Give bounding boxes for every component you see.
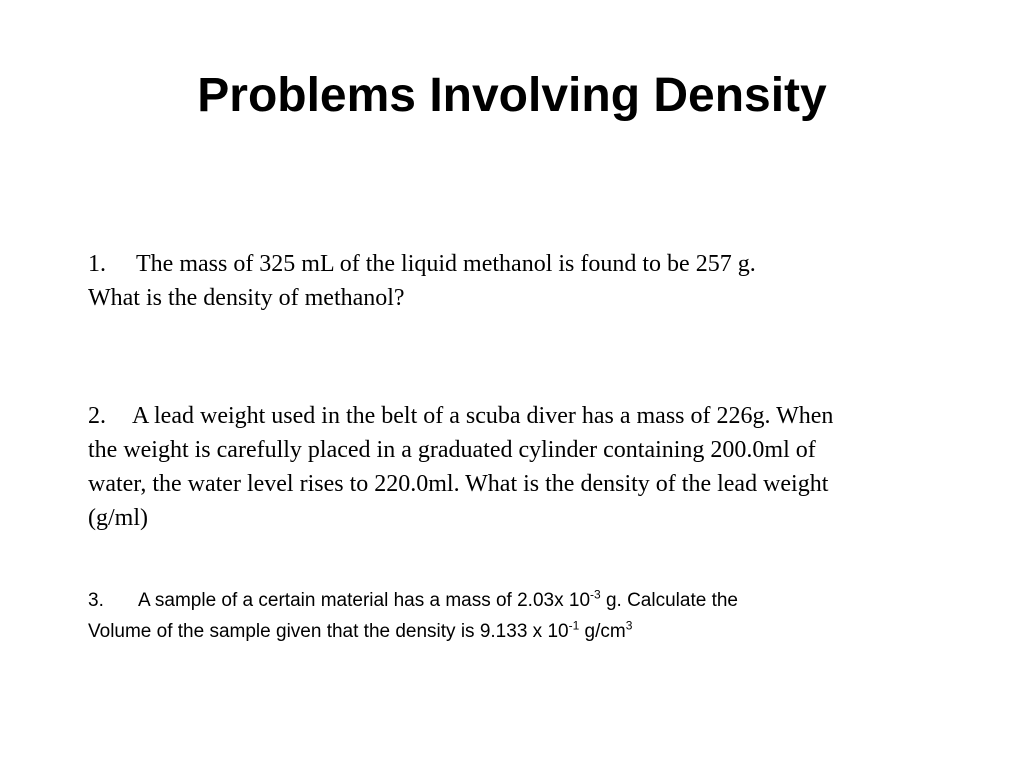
problem-1-number: 1. [88, 251, 106, 277]
exponent-density: -1 [568, 618, 580, 633]
problem-3-line-1 [88, 586, 738, 616]
problem-2-number: 2. [88, 403, 106, 429]
problem-1-line-1 [88, 247, 756, 281]
problem-3-line-2 [88, 617, 632, 647]
problem-1-line-2: What is the density of methanol? [88, 285, 405, 311]
exponent-unit: 3 [625, 618, 633, 633]
exponent-mass: -3 [590, 587, 601, 602]
problem-2-line-3: water, the water level rises to 220.0ml. What is the density of the lead weight [88, 471, 829, 497]
problem-3-number: 3. [88, 590, 104, 611]
problem-3-text-2a: Volume of the sample given that the density is 9.133 x 10 [88, 621, 569, 642]
problem-1-text-1: The mass of 325 mL of the liquid methanol is found to be 257 g. [136, 251, 756, 277]
problem-2-line-2: the weight is carefully placed in a graduated cylinder containing 200.0ml of [88, 437, 816, 463]
problem-2-line-1 [88, 399, 833, 433]
problem-2-line-4: (g/ml) [88, 505, 148, 531]
problem-2-text-1: A lead weight used in the belt of a scuba diver has a mass of 226g. When [132, 403, 834, 429]
problem-3-text-1b: g. Calculate the [600, 590, 738, 611]
problem-3-text-1a: A sample of a certain material has a mass of 2.03x 10 [138, 590, 591, 611]
problem-3-text-2b: g/cm [579, 621, 626, 642]
slide-title: Problems Involving Density [197, 69, 827, 122]
